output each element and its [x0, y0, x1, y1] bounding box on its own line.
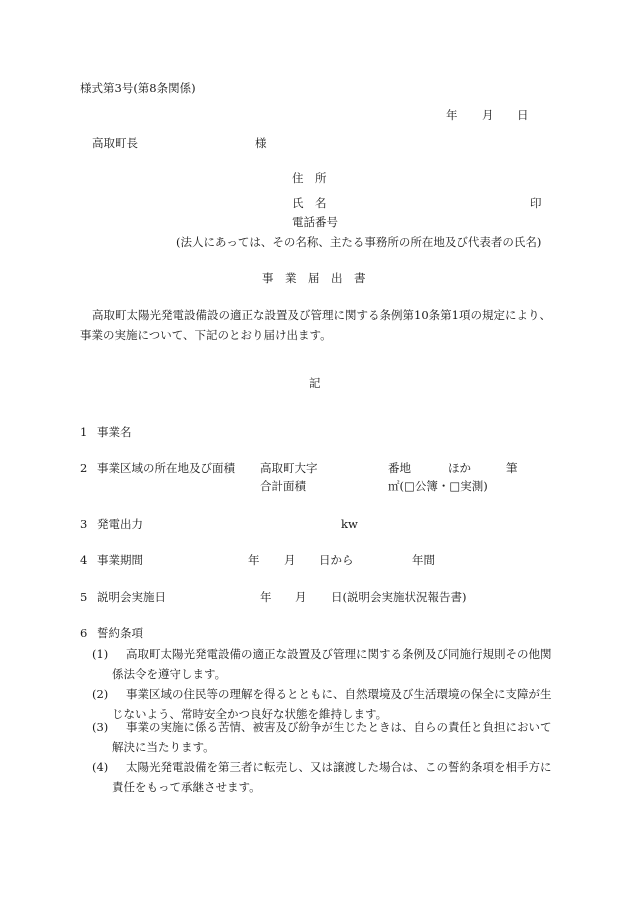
item-6-number: 6 [80, 626, 88, 640]
item-2-area-unit: ㎡(□公簿・□実測) [388, 479, 488, 493]
address-label: 住 所 [292, 171, 327, 185]
item-5-year: 年 [260, 590, 272, 604]
item-3-unit: kw [341, 517, 358, 531]
item-4-number: 4 [80, 553, 88, 567]
item-4-year: 年 [248, 553, 260, 567]
name-label: 氏 名 [292, 196, 327, 210]
item-4-from: 日から [319, 553, 354, 567]
item-5-label: 説明会実施日 [97, 590, 166, 604]
item-5-day: 日(説明会実施状況報告書) [331, 590, 467, 604]
clause-2-number: (2) [92, 687, 109, 701]
ki-label: 記 [309, 376, 321, 390]
item-6-label: 誓約条項 [97, 626, 143, 640]
item-2-hoka: ほか [448, 461, 471, 475]
item-2-number: 2 [80, 461, 88, 475]
clause-4-text: 太陽光発電設備を第三者に転売し、又は譲渡した場合は、この誓約条項を相手方に責任をもって承継させます。 [112, 760, 552, 794]
item-2-area-label: 合計面積 [260, 479, 306, 493]
form-number: 様式第3号(第8条関係) [80, 81, 196, 95]
document-title: 事 業 届 出 書 [262, 271, 366, 285]
item-5-month: 月 [295, 590, 307, 604]
item-1-number: 1 [80, 425, 88, 439]
clause-2-text: 事業区域の住民等の理解を得るとともに、自然環境及び生活環境の保全に支障が生じないよう、常時安全かつ良好な状態を維持します。 [112, 687, 552, 721]
clause-1-number: (1) [92, 647, 109, 661]
item-4-label: 事業期間 [97, 553, 143, 567]
clause-4-number: (4) [92, 760, 109, 774]
item-3-label: 発電出力 [97, 517, 143, 531]
item-1-label: 事業名 [97, 425, 132, 439]
item-4-month: 月 [284, 553, 296, 567]
item-2-town: 高取町大字 [260, 461, 318, 475]
clause-1-text: 高取町太陽光発電設備の適正な設置及び管理に関する条例及び同施行規則その他関係法令を遵守します。 [112, 647, 552, 681]
clause-3-text: 事業の実施に係る苦情、被害及び紛争が生じたときは、自らの責任と負担において解決に当たります。 [112, 720, 552, 754]
intro-paragraph: 高取町太陽光発電設備設の適正な設置及び管理に関する条例第10条第1項の規定により、事業の実施について、下記のとおり届け出ます。 [80, 308, 551, 342]
phone-label: 電話番号 [292, 215, 338, 229]
addressee-name: 高取町長 [92, 136, 138, 150]
date-year: 年 [446, 108, 458, 122]
item-3-number: 3 [80, 517, 88, 531]
addressee-honorific: 様 [255, 136, 267, 150]
item-2-banchi: 番地 [388, 461, 411, 475]
item-2-hitsu: 筆 [506, 461, 518, 475]
item-2-label: 事業区域の所在地及び面積 [97, 461, 235, 475]
clause-3-number: (3) [92, 720, 109, 734]
date-day: 日 [517, 108, 529, 122]
seal-mark: 印 [530, 196, 542, 210]
corporation-note: (法人にあっては、その名称、主たる事務所の所在地及び代表者の氏名) [176, 235, 542, 249]
date-month: 月 [482, 108, 494, 122]
item-4-years: 年間 [412, 553, 435, 567]
item-5-number: 5 [80, 590, 88, 604]
